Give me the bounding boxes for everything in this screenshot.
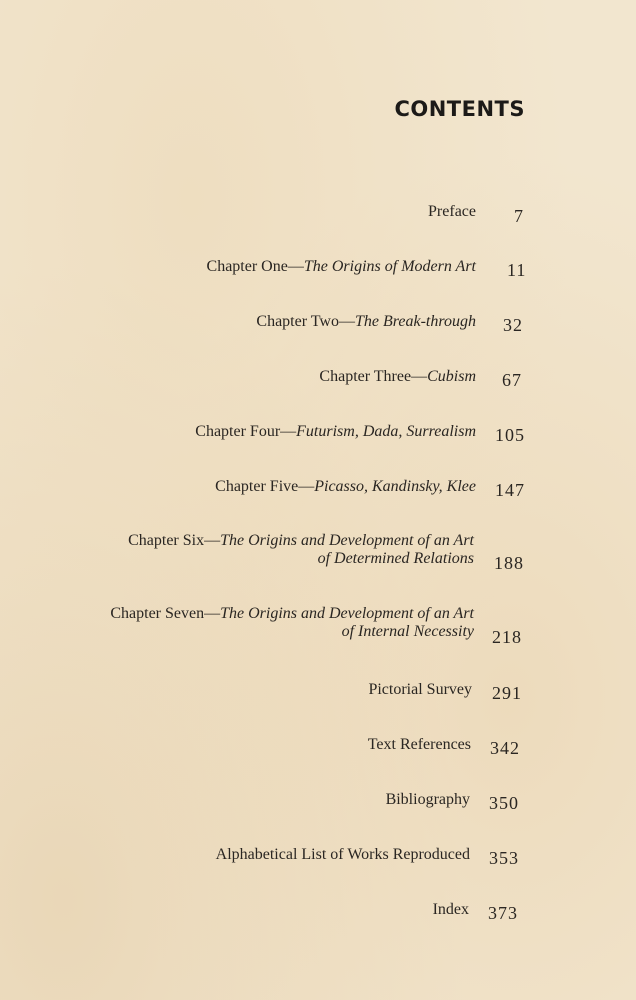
toc-entry-chapter-title: Cubism bbox=[427, 368, 476, 385]
toc-entry-chapter-title-continued: of Internal Necessity bbox=[341, 623, 474, 640]
toc-entry-chapter-label: Chapter Four— bbox=[195, 423, 297, 440]
toc-entry-title: Preface bbox=[428, 203, 476, 220]
toc-entry-chapter-one bbox=[207, 258, 476, 276]
toc-entry-chapter-title: The Origins of Modern Art bbox=[303, 258, 476, 275]
toc-entry-chapter-two bbox=[256, 313, 476, 331]
toc-entry-bibliography bbox=[386, 791, 470, 809]
toc-entry-text-references bbox=[368, 736, 471, 754]
toc-page-number: 373 bbox=[488, 903, 518, 923]
toc-page-number: 353 bbox=[489, 848, 519, 868]
toc-page-number: 67 bbox=[502, 370, 522, 390]
toc-entry-chapter-label: Chapter Five— bbox=[215, 478, 315, 495]
toc-page-number: 7 bbox=[514, 206, 524, 226]
toc-page-number: 147 bbox=[495, 480, 525, 500]
toc-entry-chapter-title: The Origins and Development of an Art bbox=[220, 532, 474, 549]
toc-entry-title: Text References bbox=[367, 736, 471, 753]
toc-entry-chapter-title: The Origins and Development of an Art bbox=[220, 605, 474, 622]
toc-entry-chapter-label: Chapter Seven— bbox=[110, 605, 221, 622]
toc-entry-chapter-label: Chapter Six— bbox=[128, 532, 221, 549]
toc-entry-index bbox=[433, 901, 469, 919]
toc-entry-chapter-seven bbox=[110, 605, 474, 641]
toc-entry-preface bbox=[428, 203, 476, 221]
page-title: CONTENTS bbox=[394, 97, 525, 121]
toc-page-number: 32 bbox=[503, 315, 523, 335]
toc-page-number: 342 bbox=[490, 738, 520, 758]
toc-page-number: 218 bbox=[492, 627, 522, 647]
toc-entry-title: Alphabetical List of Works Reproduced bbox=[215, 846, 470, 863]
toc-entry-chapter-label: Chapter One— bbox=[206, 258, 304, 275]
toc-entry-title: Index bbox=[432, 901, 469, 918]
toc-entry-pictorial-survey bbox=[368, 681, 472, 699]
toc-entry-chapter-label: Chapter Three— bbox=[319, 368, 428, 385]
toc-page-number: 291 bbox=[492, 683, 522, 703]
toc-entry-chapter-title: Futurism, Dada, Surrealism bbox=[296, 423, 476, 440]
toc-entry-chapter-label: Chapter Two— bbox=[256, 313, 355, 330]
toc-page-number: 350 bbox=[489, 793, 519, 813]
toc-entry-title: Pictorial Survey bbox=[368, 681, 472, 698]
toc-entry-chapter-title: The Break-through bbox=[354, 313, 476, 330]
toc-entry-chapter-six bbox=[128, 532, 474, 568]
toc-page-number: 11 bbox=[507, 260, 527, 280]
toc-entry-chapter-three bbox=[319, 368, 476, 386]
toc-entry-chapter-title-continued: of Determined Relations bbox=[317, 550, 474, 567]
toc-page-number: 188 bbox=[494, 553, 524, 573]
toc-entry-chapter-title: Picasso, Kandinsky, Klee bbox=[314, 478, 476, 495]
toc-entry-chapter-four bbox=[195, 423, 476, 441]
toc-entry-title: Bibliography bbox=[385, 791, 470, 808]
toc-entry-chapter-five bbox=[215, 478, 476, 496]
toc-entry-alphabetical-list bbox=[216, 846, 470, 864]
toc-page-number: 105 bbox=[495, 425, 525, 445]
